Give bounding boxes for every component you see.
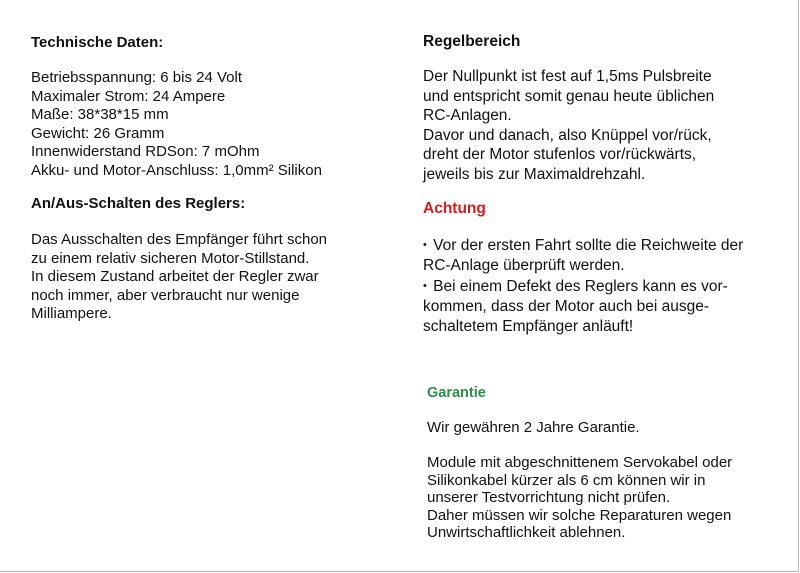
tech-line: Akku- und Motor-Anschluss: 1,0mm² Silikon [31,161,322,179]
garantie-line: Unwirtschaftlichkeit ablehnen. [427,524,626,541]
garantie-section [427,384,787,542]
switch-line: Milliampere. [31,305,112,322]
garantie-paragraph [427,454,787,542]
achtung-line: schaltetem Empfänger anläuft! [423,318,634,335]
tech-data-list [31,69,401,180]
left-column [31,34,401,324]
switch-paragraph [31,231,401,324]
tech-line: Gewicht: 26 Gramm [31,124,165,142]
achtung-line: Bei einem Defekt des Reglers kann es vor- [433,278,728,295]
tech-line: Innenwiderstand RDSon: 7 mOhm [31,143,260,160]
achtung-item [423,235,793,276]
garantie-intro: Wir gewähren 2 Jahre Garantie. [427,419,640,436]
switch-line: noch immer, aber verbraucht nur wenige [31,286,300,304]
garantie-line: Daher müssen wir solche Reparaturen wegen [427,506,732,524]
regel-line: dreht der Motor stufenlos vor/rückwärts, [423,146,697,163]
garantie-line: Module mit abgeschnittenem Servokabel oder [427,454,733,471]
regel-line: und entspricht somit genau heute üblichen [423,87,715,105]
regel-line: jeweils bis zur Maximaldrehzahl. [423,165,646,183]
achtung-line: Vor der ersten Fahrt sollte die Reichweite der [433,237,744,254]
achtung-list [423,235,793,337]
regel-heading: Regelbereich [423,33,521,50]
regel-line: Davor und danach, also Knüppel vor/rück, [423,126,712,144]
garantie-heading: Garantie [427,385,486,401]
tech-data-heading: Technische Daten: [31,34,164,51]
garantie-line: unserer Testvorrichtung nicht prüfen. [427,489,671,506]
switch-line: In diesem Zustand arbeitet der Regler zwar [31,268,319,285]
achtung-line: kommen, dass der Motor auch bei ausge- [423,298,710,315]
achtung-item [423,276,793,337]
switch-line: Das Ausschalten des Empfänger führt schon [31,231,328,248]
switch-line: zu einem relativ sicheren Motor-Stillstand. [31,249,310,267]
switch-heading: An/Aus-Schalten des Reglers: [31,195,246,212]
bullet-icon: • [423,280,427,292]
regel-line: RC-Anlagen. [423,107,512,124]
garantie-line: Silikonkabel kürzer als 6 cm können wir in [427,471,706,489]
tech-line: Maße: 38*38*15 mm [31,106,169,123]
regel-line: Der Nullpunkt ist fest auf 1,5ms Pulsbreite [423,68,712,85]
right-column [423,33,793,337]
regel-paragraph [423,67,793,184]
tech-line: Maximaler Strom: 24 Ampere [31,87,226,105]
tech-line: Betriebsspannung: 6 bis 24 Volt [31,69,242,86]
achtung-heading: Achtung [423,200,486,217]
bullet-icon: • [423,239,427,251]
achtung-line: RC-Anlage überprüft werden. [423,257,625,274]
